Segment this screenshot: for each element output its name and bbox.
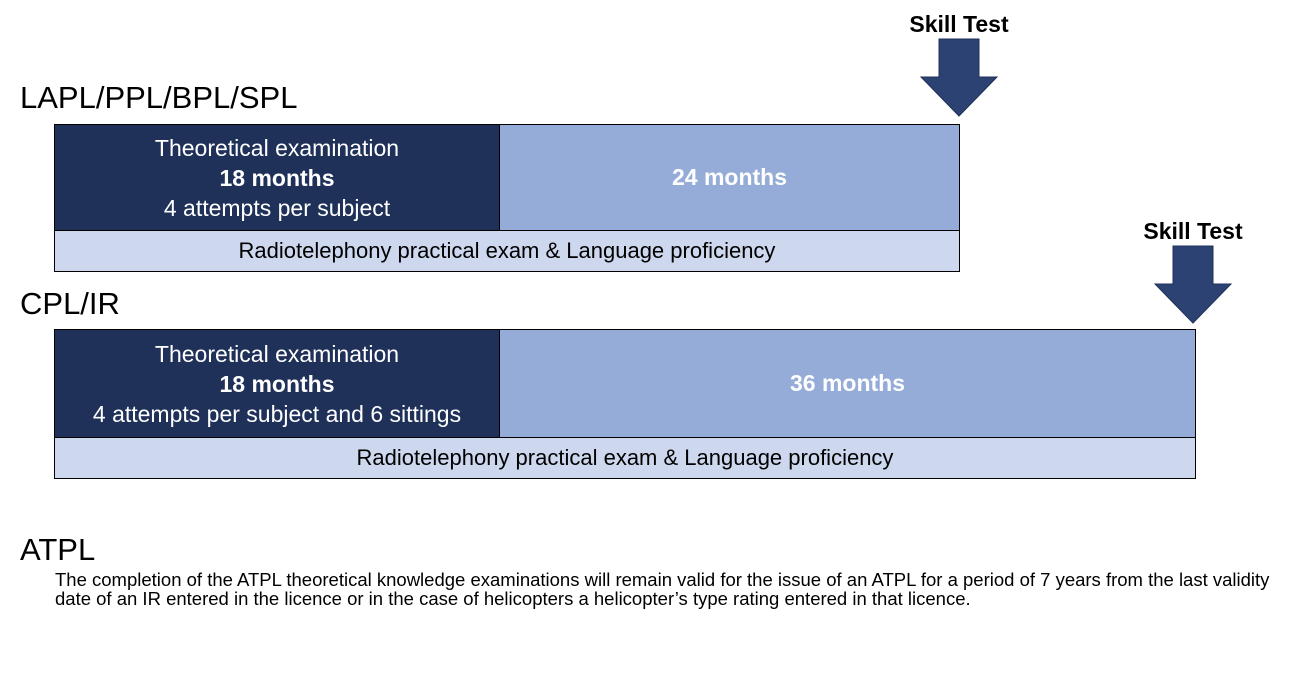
radio-row-cpl: Radiotelephony practical exam & Language proficiency xyxy=(55,438,1195,478)
timeline-lapl xyxy=(54,124,960,272)
radio-row-lapl: Radiotelephony practical exam & Language proficiency xyxy=(55,231,959,271)
down-arrow-icon xyxy=(1153,244,1233,324)
remaining-period-cpl: 36 months xyxy=(500,330,1195,437)
timeline-top-row-cpl xyxy=(55,330,1195,438)
skill-test-marker-cpl xyxy=(1123,218,1263,324)
theory-title-cpl: Theoretical examination xyxy=(154,340,400,367)
skill-test-label-lapl: Skill Test xyxy=(909,11,1009,37)
remaining-period-lapl: 24 months xyxy=(500,125,959,230)
theory-box-lapl xyxy=(55,125,500,230)
section-label-lapl: LAPL/PPL/BPL/SPL xyxy=(20,80,298,115)
skill-test-marker-lapl xyxy=(889,11,1029,117)
atpl-description: The completion of the ATPL theoretical knowledge examinations will remain valid for the issue of an ATPL for a period of 7 years from the last validity date of an IR entered in the licence or in the case of helicopters a helicopter’s type rating entered in that licence. xyxy=(55,569,1270,609)
skill-test-label-cpl: Skill Test xyxy=(1143,218,1243,244)
down-arrow-icon xyxy=(919,37,999,117)
theory-attempts-cpl: 4 attempts per subject and 6 sittings xyxy=(92,400,462,427)
theory-attempts-lapl: 4 attempts per subject xyxy=(163,194,391,221)
timeline-cpl xyxy=(54,329,1196,479)
section-label-cpl: CPL/IR xyxy=(20,286,120,321)
theory-box-cpl xyxy=(55,330,500,437)
section-label-atpl: ATPL xyxy=(20,532,96,567)
theory-duration-lapl: 18 months xyxy=(219,164,335,191)
theory-duration-cpl: 18 months xyxy=(219,370,335,397)
timeline-top-row-lapl xyxy=(55,125,959,231)
theory-title-lapl: Theoretical examination xyxy=(154,134,400,161)
